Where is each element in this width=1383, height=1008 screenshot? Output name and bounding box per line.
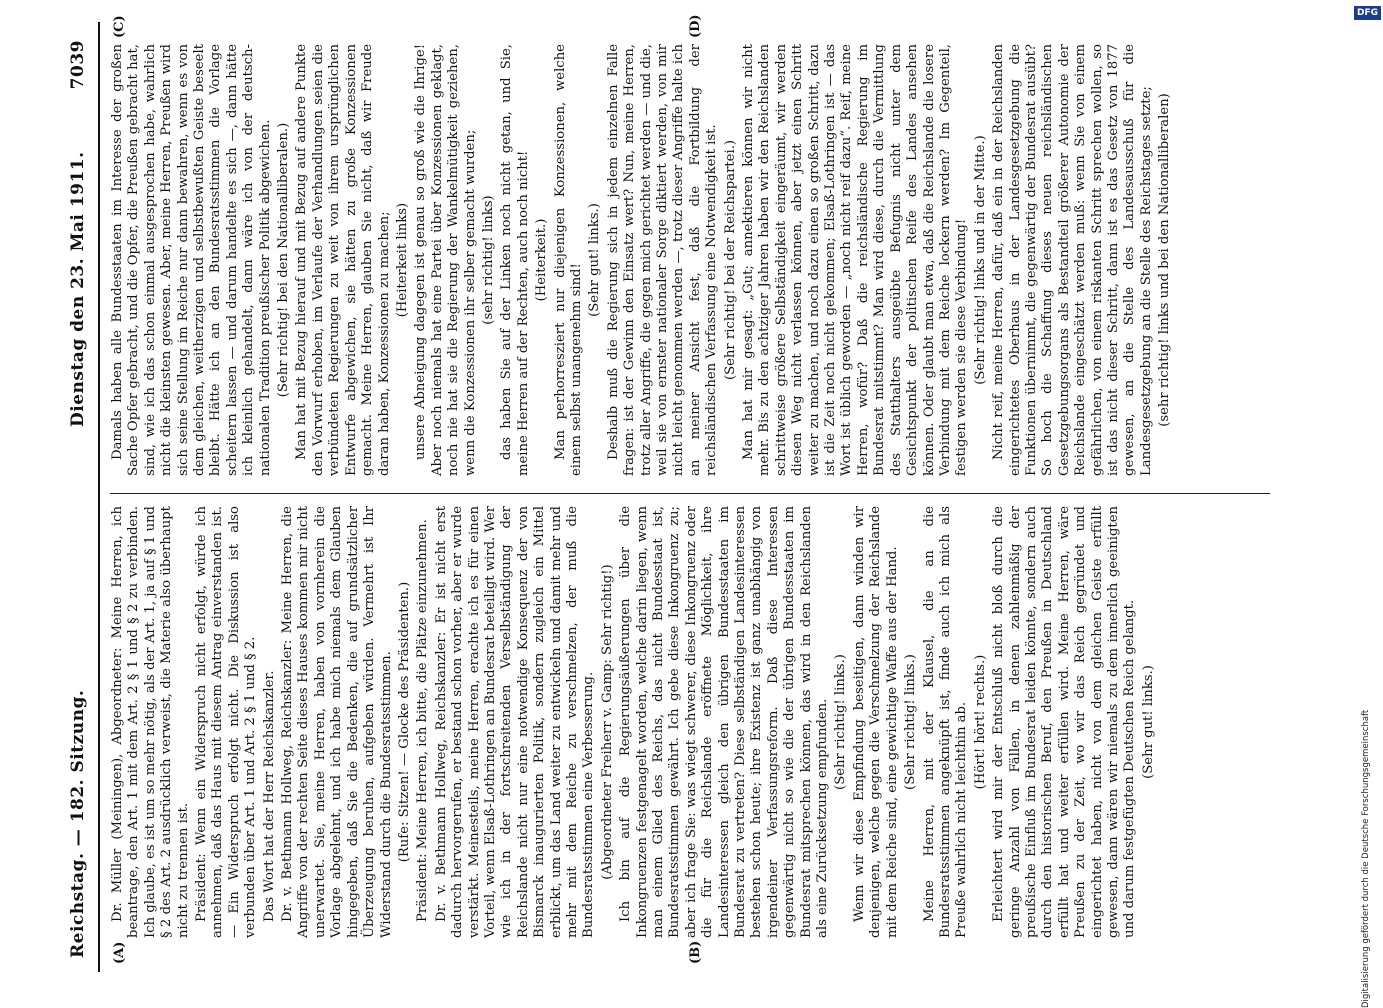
paragraph: unsere Abneigung dagegen ist genau so groß wie die Ihrige! Aber noch niemals hat eine Partei über Konzessionen geklagt, noch nie hat sie die Regierung der Wankelmütigkeit geziehen, wenn die Konzessionen ihr selber gemacht wurden; <box>413 44 478 476</box>
paragraph: (Sehr richtig! links.) <box>903 654 919 790</box>
paragraph: (Hört! hört! rechts.) <box>972 654 988 790</box>
paragraph: (Abgeordneter Freiherr v. Gamp: Sehr richtig!) <box>599 564 615 880</box>
paragraph: Das Wort hat der Herr Reichskanzler. <box>261 670 277 922</box>
paragraph: (sehr richtig! links) <box>480 195 496 325</box>
paragraph: (Sehr richtig! links.) <box>833 654 849 790</box>
paragraph: (Rufe: Sitzen! — Glocke des Präsidenten.) <box>396 581 412 863</box>
column-divider <box>110 493 1270 494</box>
header-page-number: 7039 <box>68 40 88 90</box>
paragraph: das haben Sie auf der Linken noch nicht getan, und Sie, meine Herren auf der Rechten, auch noch nicht! <box>499 44 531 476</box>
paragraph: Damals haben alle Bundesstaaten im Interesse der großen Sache Opfer gebracht, und die Opfer, die Preußen gebracht hat, sind, wie ich das schon einmal ausgesprochen habe, wahrlich nicht die kleinsten gewesen. Aber, meine Herren, Preußen wird sich seine Stellung im Reiche nur dann bewahren, wenn es von dem gleichen, weitherzigen und selbstbewußten Geiste beseelt bleibt. Hätte ich an den Bundesratsstimmen die Vorlage scheitern lassen — und darum handelte es sich —, dann hätte ich kleinlich gehandelt, dann wäre ich von der deutsch-nationalen Tradition preußischer Politik abgewichen. <box>110 44 273 476</box>
paragraph: Nicht reif, meine Herren, dafür, daß ein in der Reichslanden eingerichtetes Oberhaus in der Landesgesetzgebung die Funktionen übernimmt, die gegenwärtig der Bundesrat ausübt? So hoch die Schaffung dieses neuen reichsländischen Gesetzgebungsorgans als Bestandteil größerer Autonomie der Reichslande eingeschätzt werden muß: wenn Sie von einem gefährlichen, von einem riskanten Schritt sprechen wollen, so ist das nicht dieser Schritt, dann ist es das Gesetz von 1877 gewesen, an die Stelle des Landesausschuß für die Landesgesetzgebung an die Stelle des Reichstages setzte; <box>991 44 1154 476</box>
header-date: Dienstag den 23. Mai 1911. <box>68 151 88 427</box>
paragraph: Meine Herren, mit der Klausel, die an die Bundesratsstimmen angeknüpft ist, finde auch ich mich als Preuße wahrlich nicht leichthin ab. <box>921 506 970 938</box>
header-session: Reichstag. — 182. Sitzung. <box>68 689 88 958</box>
paragraph: Dr. v. Bethmann Hollweg, Reichskanzler: Er ist nicht erst dadurch hervorgerufen, er bestand schon vorher, aber er wurde verstärkt. Meinesteils, meine Herren, erachte ich es für einen Vorteil, wenn Elsaß-Lothringen an Bundesrat beteiligt wird. Wer wie ich in der fortschreitenden Verselbständigung der Reichslande nicht nur eine notwendige Konsequenz der von Bismarck inaugurierten Politik, sondern zugleich ein Mittel erblickt, um das Land weiter zu entwickeln und damit mehr und mehr mit dem Reiche zu verschmelzen, der muß die Bundesratsstimmen eine Verbesserung. <box>433 506 597 938</box>
paragraph: (Sehr gut! links.) <box>587 203 603 317</box>
paragraph: Dr. Müller (Meiningen), Abgeordneter: Meine Herren, ich beantrage, den Art. 1 mit dem Art. 2 § 1 und § 2 zu verbinden. Ich glaube, es ist um so mehr nötig, als der Art. 1, ja auf § 1 und § 2 des Art. 2 ausdrücklich verweist, die Materie also überhaupt nicht zu trennen ist. <box>110 506 191 938</box>
paragraph: Wenn wir diese Empfindung beseitigen, dann winden wir denjenigen, welche gegen die Verschmelzung der Reichslande mit dem Reiche sind, eine gewichtige Waffe aus der Hand. <box>851 506 900 938</box>
page-header <box>58 22 100 972</box>
margin-marker-c: (C) <box>112 15 127 38</box>
paragraph: Präsident: Wenn ein Widerspruch nicht erfolgt, würde ich annehmen, daß das Haus mit diesem Antrag einverstanden ist. — Ein Widerspruch erfolgt nicht. Die Diskussion ist also verbunden über Art. 1 und Art. 2 § 1 und § 2. <box>194 506 259 938</box>
paragraph: (Sehr richtig! bei der Reichspartei.) <box>722 139 738 381</box>
paragraph: Deshalb muß die Regierung sich in jedem einzelnen Falle fragen: ist der Gewinn den Einsatz wert? Nun, meine Herren, trotz aller Angriffe, die gegen mich gerichtet werden — und die, weil sie von ernster nationaler Sorge diktiert werden, von mir nicht leicht genommen werden —, trotz dieser Angriffe halte ich an meiner Ansicht fest, daß die Fortbildung der reichsländischen Verfassung eine Notwendigkeit ist. <box>605 44 720 476</box>
text-column-left <box>110 506 1159 938</box>
paragraph: Dr. v. Bethmann Hollweg, Reichskanzler: Meine Herren, die Angriffe von der rechten Seite dieses Hauses kommen mir nicht unerwartet. Sie, meine Herren, haben von vornherein die Vorlage abgelehnt, und ich habe mich niemals dem Glauben hingegeben, daß Sie die Bedenken, die auf grundsätzlicher Überzeugung beruhen, aufgeben würden. Vermehrt ist Ihr Widerstand durch die Bundesratsstimmen. <box>280 506 394 938</box>
text-column-right <box>110 44 1176 476</box>
margin-marker-d: (D) <box>688 14 703 38</box>
paragraph: Man hat mit Bezug hierauf und mit Bezug auf andere Punkte den Vorwurf erhoben, im Verlaufe der Verhandlungen seien die verbündeten Regierungen zu weit von ihrem ursprünglichen Entwurfe abgewichen, sie hätten zu große Konzessionen gemacht. Meine Herren, glauben Sie nicht, daß wir Freude daran haben, Konzessionen zu machen; <box>294 44 392 476</box>
paragraph: Man hat mir gesagt: „Gut; annektieren können wir nicht mehr. Bis zu den achtziger Jahren haben wir den Reichslanden schrittweise größere Selbständigkeit eingeräumt, wir werden diesen Weg nicht verlassen können, aber jetzt einen Schritt weiter zu machen, und noch dazu einen so großen Schritt, dazu ist die Zeit noch nicht gekommen; Elsaß-Lothringen ist — das Wort ist üblich geworden — „noch nicht reif dazu“. Reif, meine Herren, wofür? Daß die reichsländische Regierung im Bundesrat mitstimmt? Man wird diese, durch die Vermittlung des Statthalters ausgeübte Befugnis nicht unter dem Gesichtspunkt der politischen Reife des Landes ansehen können. Oder glaubt man etwa, daß die Reichslande die losere Verbindung mit dem Reiche lockern werden? Im Gegenteil, festigen werden sie diese Verbindung! <box>741 44 970 476</box>
margin-marker-a: (A) <box>112 941 127 964</box>
paragraph: Präsident: Meine Herren, ich bitte, die Plätze einzunehmen. <box>415 519 431 922</box>
paragraph: (Sehr richtig! links und in der Mitte.) <box>972 135 988 385</box>
paragraph: (Sehr richtig! bei den Nationalliberalen.) <box>276 122 292 398</box>
paragraph: (Heiterkeit.) <box>534 218 550 302</box>
paragraph: Erleichtert wird mir der Entschluß nicht bloß durch die geringe Anzahl von Fällen, in denen zahlenmäßig der preußische Einfluß im Bundesrat leiden könnte, sondern auch durch den historischen Beruf, den Preußen in Deutschland erfüllt hat und weiter erfüllen wird. Meine Herren, wäre Preußen zu der Zeit, wo wir das Reich gegründet und eingerichtet haben, nicht von dem gleichen Geiste erfüllt gewesen, dann wären wir niemals zu dem innerlich geeinigten und darum festgefügten Deutschen Reich gelangt. <box>991 506 1138 938</box>
margin-marker-b: (B) <box>688 940 703 964</box>
paragraph: Man perhorresziert nur diejenigen Konzessionen, welche einem selbst unangenehm sind! <box>552 44 584 476</box>
digitization-note: Digitalisierung gefördert durch die Deutsche Forschungsgemeinschaft <box>1361 709 1371 1008</box>
paragraph: (sehr richtig! links und bei den Nationalliberalen) <box>1157 93 1173 427</box>
paragraph: (Heiterkeit links) <box>394 202 410 318</box>
paragraph: (Sehr gut! links.) <box>1140 665 1156 779</box>
paragraph: Ich bin auf die Regierungsäußerungen über die Inkongruenzen festgenagelt worden, welche darin liegen, wenn man einem Glied des Reichs, das nicht Bundesstaat ist, Bundesratsstimmen gewährt. Ich gebe diese Inkongruenz zu; aber ich frage Sie: was wiegt schwerer, diese Inkongruenz oder die für die Reichslande eröffnete Möglichkeit, ihre Landesinteressen gleich den übrigen Bundesstaaten im Bundesrat zu vertreten? Diese selbständigen Landesinteressen bestehen schon heute; ihre Existenz ist ganz unabhängig von irgendeiner Verfassungsreform. Daß diese Interessen gegenwärtig nicht so wie die der übrigen Bundesstaaten im Bundesrat mitsprechen können, das wird in den Reichslanden als eine Zurücksetzung empfunden. <box>618 506 831 938</box>
dfg-logo: DFG <box>1354 6 1381 20</box>
